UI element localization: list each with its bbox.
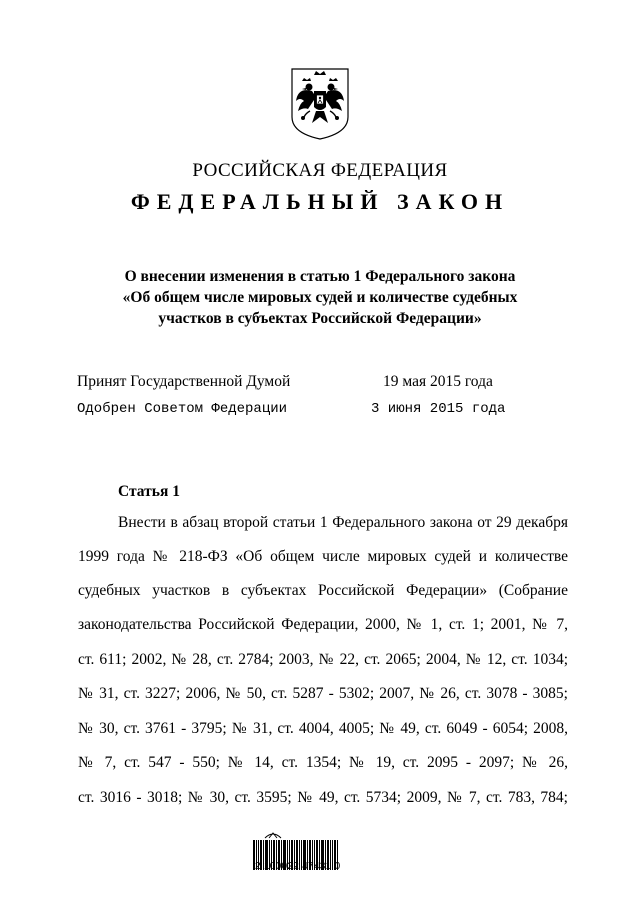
document-type: ФЕДЕРАЛЬНЫЙ ЗАКОН <box>130 189 510 214</box>
article-text-line: законодательства Российской Федерации, 2000, № 1, ст. 1; 2001, № 7, <box>78 616 568 633</box>
adoption-date-duma: 19 мая 2015 года <box>383 373 493 390</box>
article-text-line: Внести в абзац второй статьи 1 Федерального закона от 29 декабря <box>118 514 568 531</box>
barcode-number: 2 100022 47431 0 <box>255 861 341 872</box>
adoption-label-duma: Принят Государственной Думой <box>77 373 291 390</box>
barcode-stamp <box>253 830 341 880</box>
article-text-line: судебных участков в субъектах Российской Федерации» (Собрание <box>78 582 568 599</box>
law-title-line: О внесении изменения в статью 1 Федерального закона <box>124 268 516 285</box>
article-text-line: № 30, ст. 3761 - 3795; № 31, ст. 4004, 4005; № 49, ст. 6049 - 6054; 2008, <box>78 720 568 737</box>
article-text-line: ст. 611; 2002, № 28, ст. 2784; 2003, № 22, ст. 2065; 2004, № 12, ст. 1034; <box>78 651 568 668</box>
article-heading: Статья 1 <box>118 483 180 500</box>
coat-of-arms-emblem <box>288 67 352 141</box>
adoption-label-council: Одобрен Советом Федерации <box>77 401 288 417</box>
law-title-line: участков в субъектах Российской Федерации» <box>158 310 482 327</box>
article-text-line: 1999 года № 218-ФЗ «Об общем числе мировых судей и количестве <box>78 548 568 565</box>
article-text-line: № 7, ст. 547 - 550; № 14, ст. 1354; № 19, ст. 2095 - 2097; № 26, <box>78 754 568 771</box>
adoption-date-council: 3 июня 2015 года <box>371 401 506 417</box>
law-title-line: «Об общем числе мировых судей и количестве судебных <box>122 289 518 306</box>
law-title <box>60 266 580 329</box>
stamp-mark-icon <box>263 830 283 840</box>
article-text-line: ст. 3016 - 3018; № 30, ст. 3595; № 49, ст. 5734; 2009, № 7, ст. 783, 784; <box>78 789 568 806</box>
country-name: РОССИЙСКАЯ ФЕДЕРАЦИЯ <box>192 160 448 181</box>
article-text-line: № 31, ст. 3227; 2006, № 50, ст. 5287 - 5302; 2007, № 26, ст. 3078 - 3085; <box>78 685 568 702</box>
double-headed-eagle-icon <box>288 67 352 141</box>
